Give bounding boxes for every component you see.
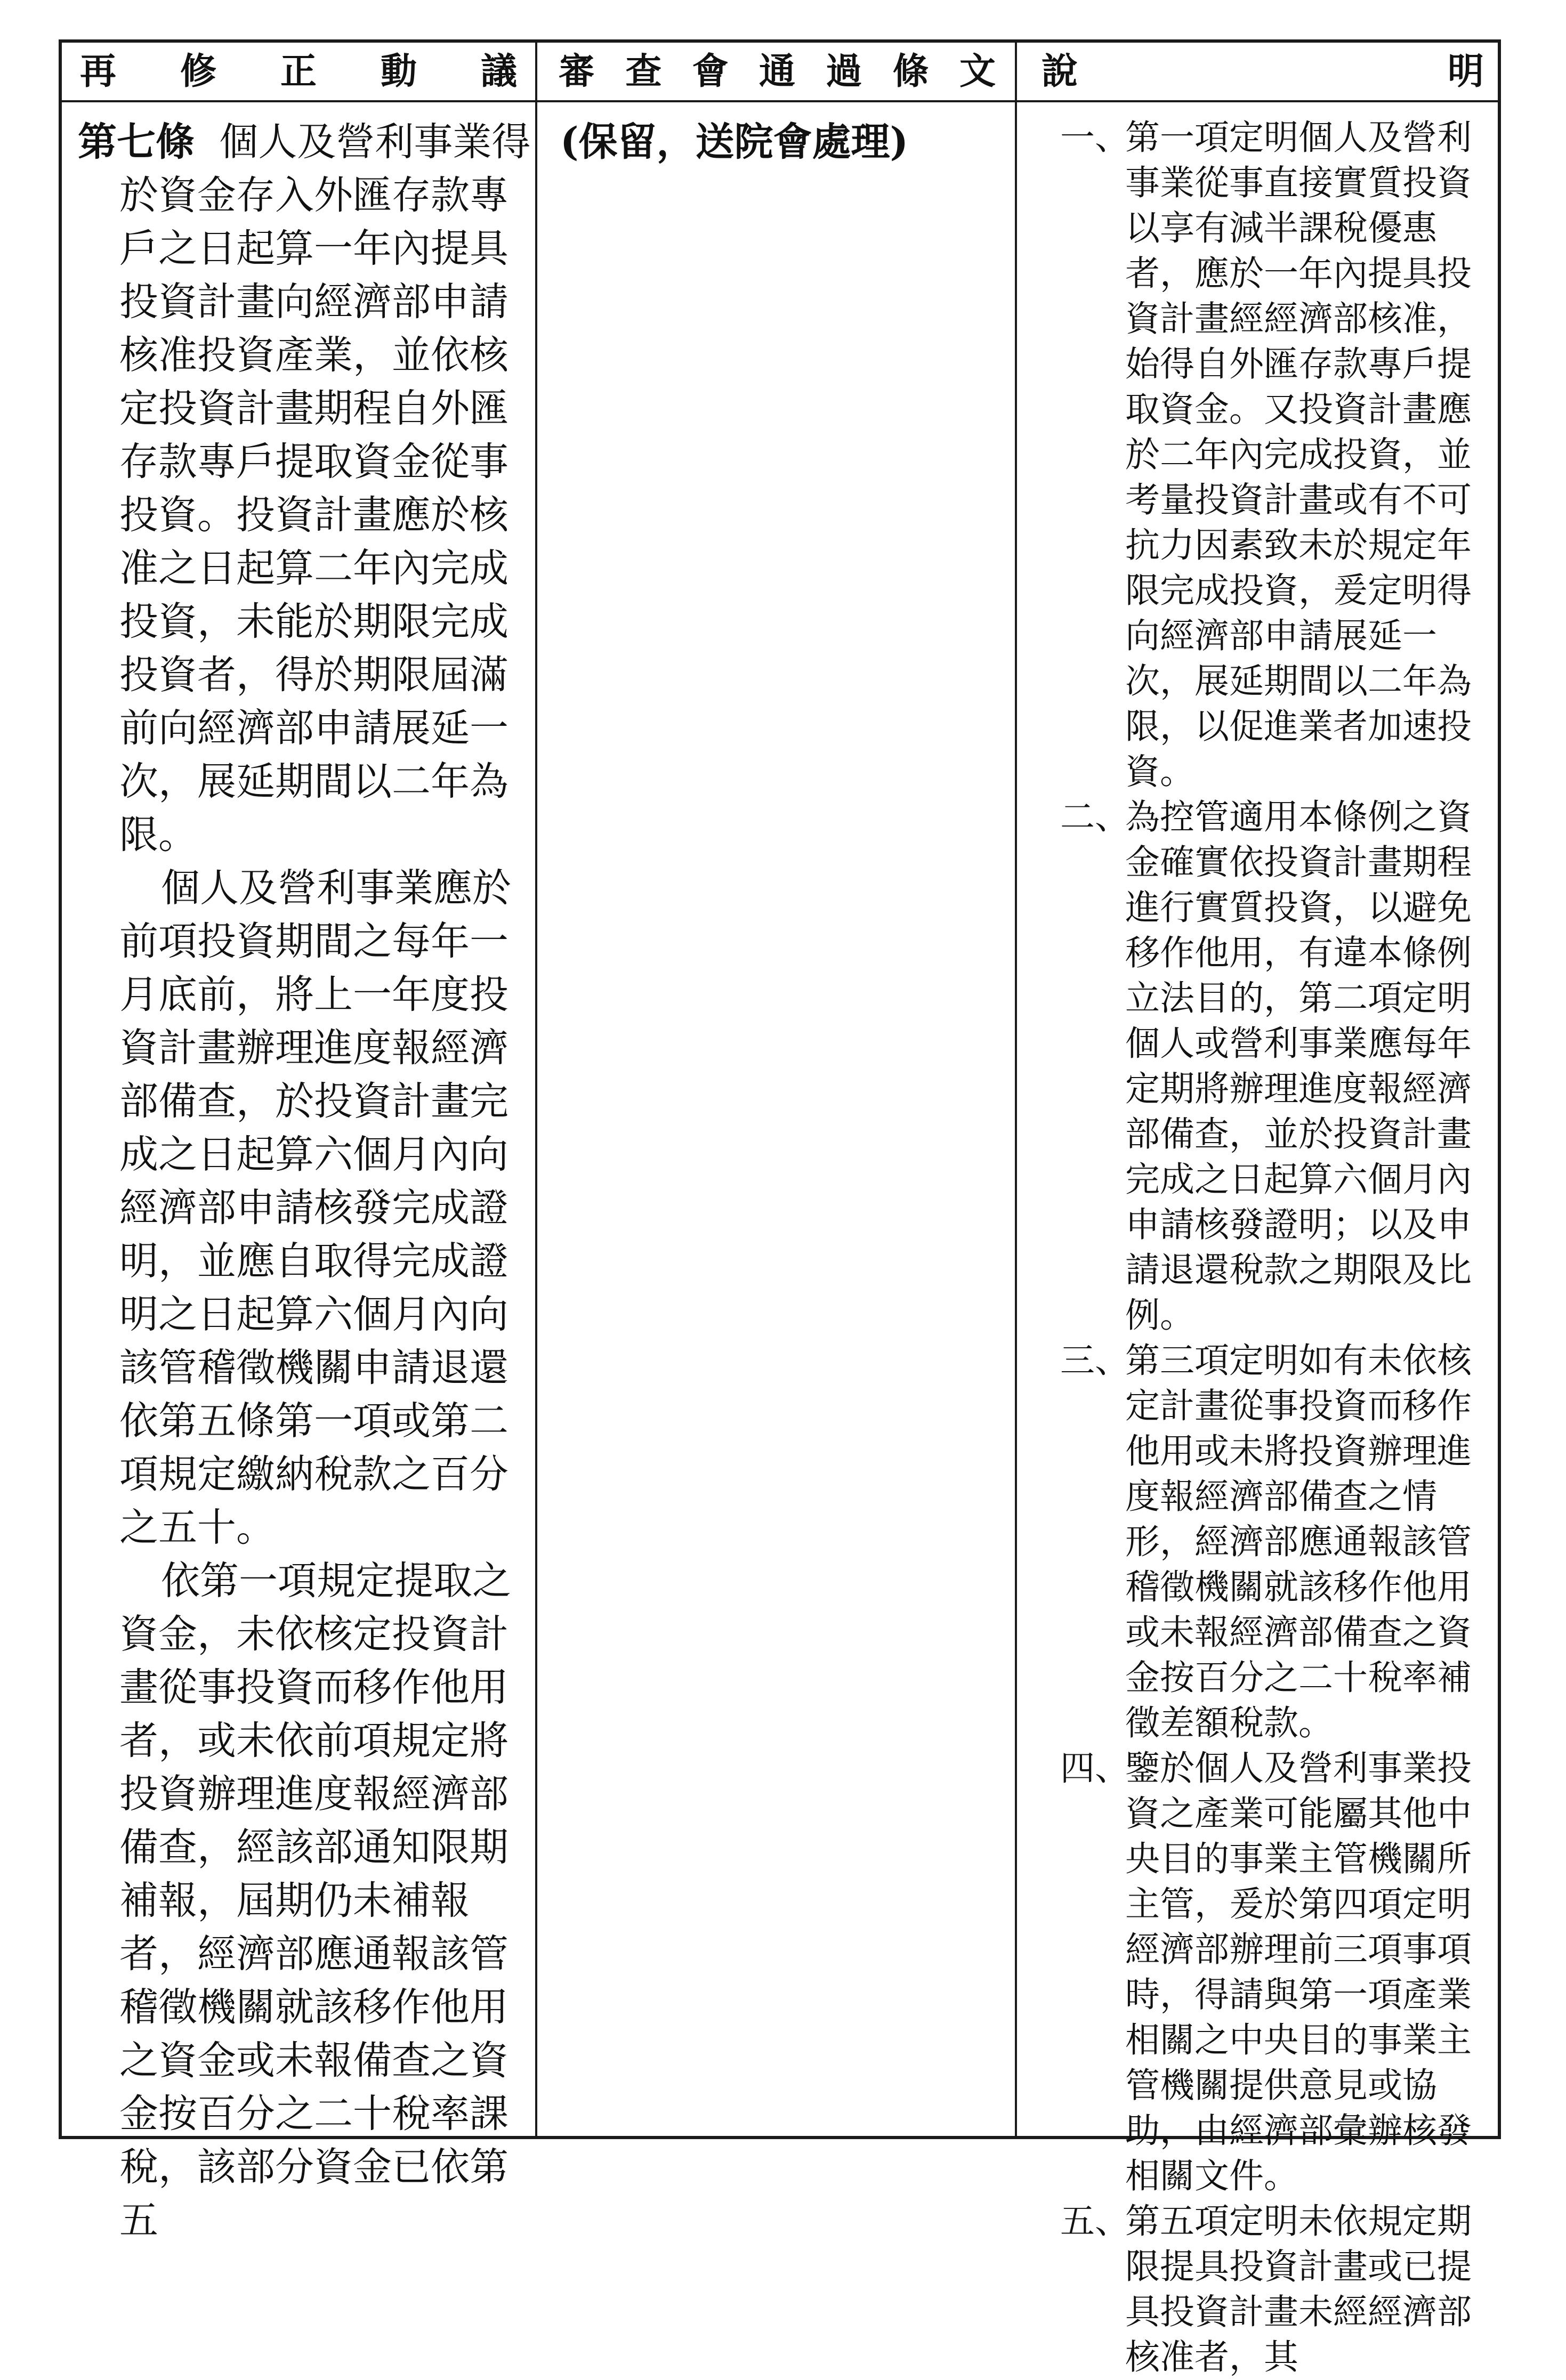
article-paragraph-3 <box>78 1555 536 2247</box>
header-explanation <box>1042 43 1484 100</box>
explanation-item <box>1060 1746 1497 2199</box>
header-divider <box>62 100 1498 102</box>
item-marker: 五、 <box>1060 2201 1130 2241</box>
header-char: 議 <box>480 50 517 93</box>
reviewed-text-column <box>560 115 1029 168</box>
review-status: (保留，送院會處理) <box>560 119 909 165</box>
item-text: 第五項定明未依規定期限提具投資計畫或已提具投資計畫未經經濟部核准者，其 <box>1125 2201 1472 2377</box>
header-char: 通 <box>758 50 795 93</box>
item-text: 第三項定明如有未依核定計畫從事投資而移作他用或未將投資辦理進度報經濟部備查之情形，經濟部應通報該管稽徵機關就該移作他用或未報經濟部備查之資金按百分之二十稅率補徵差額稅款。 <box>1125 1341 1472 1743</box>
header-char: 說 <box>1042 50 1078 93</box>
paragraph-3-text: 依第一項規定提取之資金，未依核定投資計畫從事投資而移作他用者，或未依前項規定將投資辦理進度報經濟部備查，經該部通知限期補報，屆期仍未補報者，經濟部應通報該管稽徵機關就該移作他用之資金或未報備查之資金按百分之二十稅率課稅，該部分資金已依第五 <box>119 1558 511 2243</box>
explanation-item <box>1060 795 1497 1338</box>
header-char: 條 <box>892 50 929 93</box>
column-divider-2 <box>1015 43 1017 2136</box>
explanation-item <box>1060 115 1497 795</box>
header-char: 過 <box>826 50 862 93</box>
article-number: 第七條 <box>78 119 195 165</box>
header-revision-motion <box>80 43 517 100</box>
header-char: 文 <box>959 50 996 93</box>
revision-motion-column <box>78 115 536 2247</box>
article-paragraph-2 <box>78 862 536 1555</box>
item-marker: 三、 <box>1060 1341 1130 1381</box>
paragraph-2-text: 個人及營利事業應於前項投資期間之每年一月底前，將上一年度投資計畫辦理進度報經濟部備查，於投資計畫完成之日起算六個月內向經濟部申請核發完成證明，並應自取得完成證明之日起算六個月內向該管稽徵機關申請退還依第五條第一項或第二項規定繳納稅款之百分之五十。 <box>119 865 511 1550</box>
item-marker: 二、 <box>1060 797 1130 837</box>
item-text: 鑒於個人及營利事業投資之產業可能屬其他中央目的事業主管機關所主管，爰於第四項定明經濟部辦理前三項事項時，得請與第一項產業相關之中央目的事業主管機關提供意見或協助，由經濟部彙辦核發相關文件。 <box>1125 1748 1472 2196</box>
header-char: 修 <box>180 50 216 93</box>
header-char: 審 <box>559 50 595 93</box>
header-char: 會 <box>692 50 729 93</box>
header-char: 再 <box>80 50 117 93</box>
article-heading <box>78 115 536 169</box>
item-text: 為控管適用本條例之資金確實依投資計畫期程進行實質投資，以避免移作他用，有違本條例立法目的，第二項定明個人或營利事業應每年定期將辦理進度報經濟部備查，並於投資計畫完成之日起算六個月內申請核發證明；以及申請退還稅款之期限及比例。 <box>1125 797 1472 1335</box>
header-char: 查 <box>625 50 662 93</box>
article-first-line: 個人及營利事業得 <box>219 119 531 165</box>
explanation-item <box>1060 2199 1497 2380</box>
header-reviewed-text <box>559 43 996 100</box>
header-char: 明 <box>1447 50 1484 93</box>
item-marker: 一、 <box>1060 118 1130 158</box>
article-paragraph-1: 於資金存入外匯存款專戶之日起算一年內提具投資計畫向經濟部申請核准投資產業，並依核定投資計畫期程自外匯存款專戶提取資金從事投資。投資計畫應於核准之日起算二年內完成投資，未能於期限完成投資者，得於期限屆滿前向經濟部申請展延一次，展延期間以二年為限。 <box>119 173 508 857</box>
item-marker: 四、 <box>1060 1748 1130 1788</box>
comparison-table <box>59 39 1501 2377</box>
header-char: 動 <box>380 50 417 93</box>
explanation-item <box>1060 1338 1497 1746</box>
header-char: 正 <box>280 50 317 93</box>
explanation-column <box>1060 115 1497 2380</box>
item-text: 第一項定明個人及營利事業從事直接實質投資以享有減半課稅優惠者，應於一年內提具投資計畫經經濟部核准，始得自外匯存款專戶提取資金。又投資計畫應於二年內完成投資，並考量投資計畫或有不可抗力因素致未於規定年限完成投資，爰定明得向經濟部申請展延一次，展延期間以二年為限，以促進業者加速投資。 <box>1125 118 1472 792</box>
